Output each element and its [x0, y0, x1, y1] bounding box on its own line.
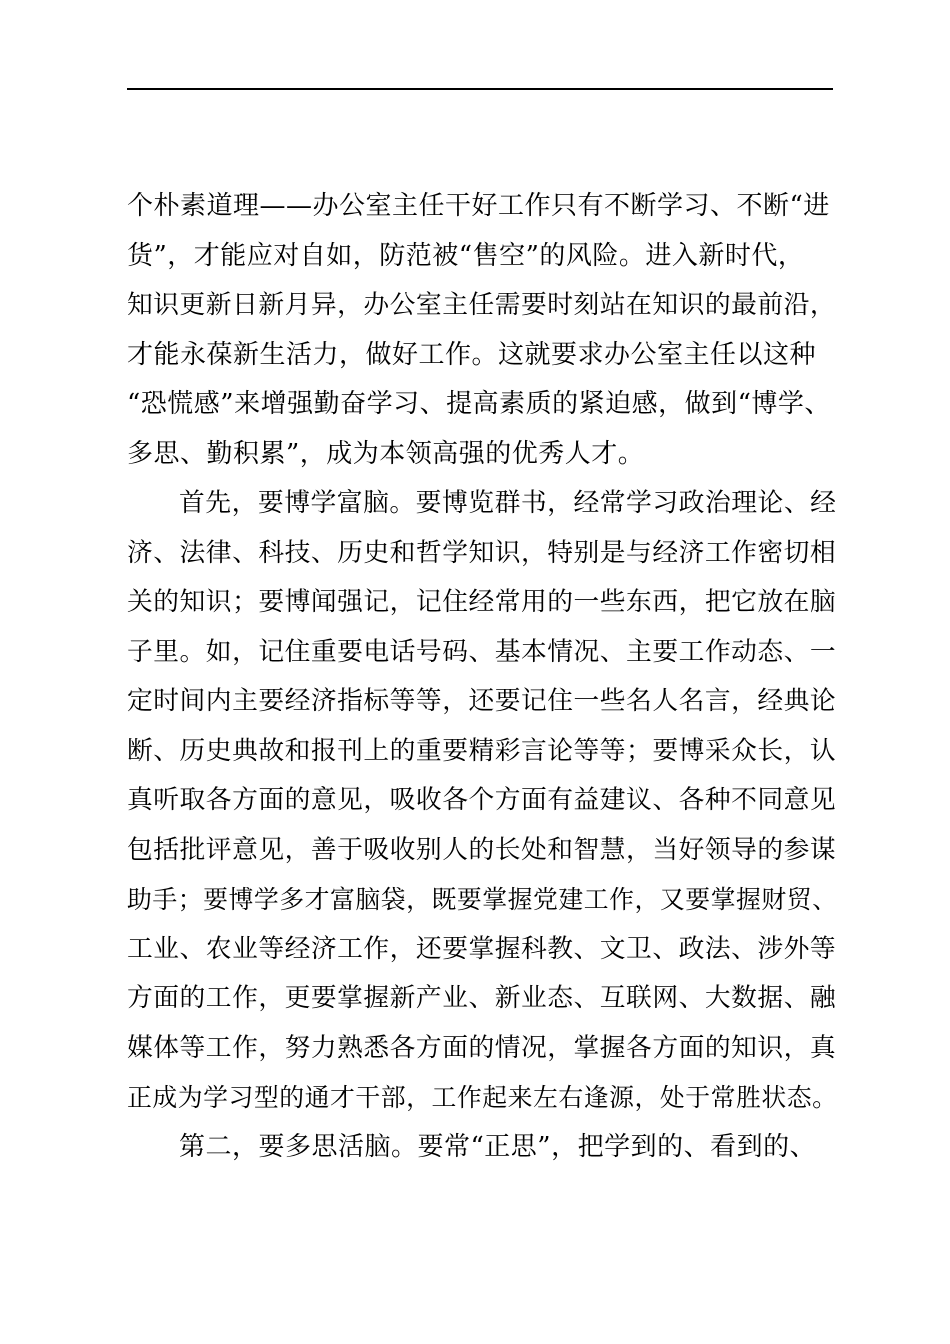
- text-line: 个朴素道理——办公室主任干好工作只有不断学习、不断“进: [127, 191, 830, 221]
- text-line: 货”，才能应对自如，防范被“售空”的风险。进入新时代，: [127, 240, 805, 271]
- text-line: 多思、勤积累”，成为本领高强的优秀人才。: [127, 438, 645, 469]
- text-line: 才能永葆新生活力，做好工作。这就要求办公室主任以这种: [127, 339, 817, 370]
- text-line: 助手；要博学多才富脑袋，既要掌握党建工作，又要掌握财贸、: [127, 885, 838, 914]
- text-line: 关的知识；要博闻强记，记住经常用的一些东西，把它放在脑: [127, 587, 837, 617]
- text-line: 正成为学习型的通才干部，工作起来左右逢源，处于常胜状态。: [127, 1083, 838, 1112]
- text-line: 子里。如，记住重要电话号码、基本情况、主要工作动态、一: [127, 636, 837, 667]
- text-line: 知识更新日新月异，办公室主任需要时刻站在知识的最前沿，: [127, 290, 837, 320]
- text-line: “恐慌感”来增强勤奋学习、提高素质的紧迫感，做到“博学、: [127, 389, 831, 419]
- text-line: 济、法律、科技、历史和哲学知识，特别是与经济工作密切相: [127, 537, 837, 568]
- text-line: 媒体等工作，努力熟悉各方面的情况，掌握各方面的知识，真: [127, 1032, 837, 1063]
- paragraph-start-line: 第二，要多思活脑。要常“正思”，把学到的、看到的、: [179, 1131, 817, 1162]
- text-line: 定时间内主要经济指标等等，还要记住一些名人名言，经典论: [127, 686, 837, 716]
- text-line: 包括批评意见，善于吸收别人的长处和智慧，当好领导的参谋: [127, 834, 837, 865]
- text-line: 真听取各方面的意见，吸收各个方面有益建议、各种不同意见: [127, 785, 837, 815]
- text-line: 方面的工作，更要掌握新产业、新业态、互联网、大数据、融: [127, 983, 837, 1013]
- text-line: 断、历史典故和报刊上的重要精彩言论等等；要博采众长，认: [127, 735, 837, 766]
- text-line: 工业、农业等经济工作，还要掌握科教、文卫、政法、涉外等: [127, 933, 837, 964]
- document-body: [127, 182, 837, 1172]
- header-rule: [127, 88, 833, 90]
- paragraph-start-line: 首先，要博学富脑。要博览群书，经常学习政治理论、经: [179, 488, 837, 518]
